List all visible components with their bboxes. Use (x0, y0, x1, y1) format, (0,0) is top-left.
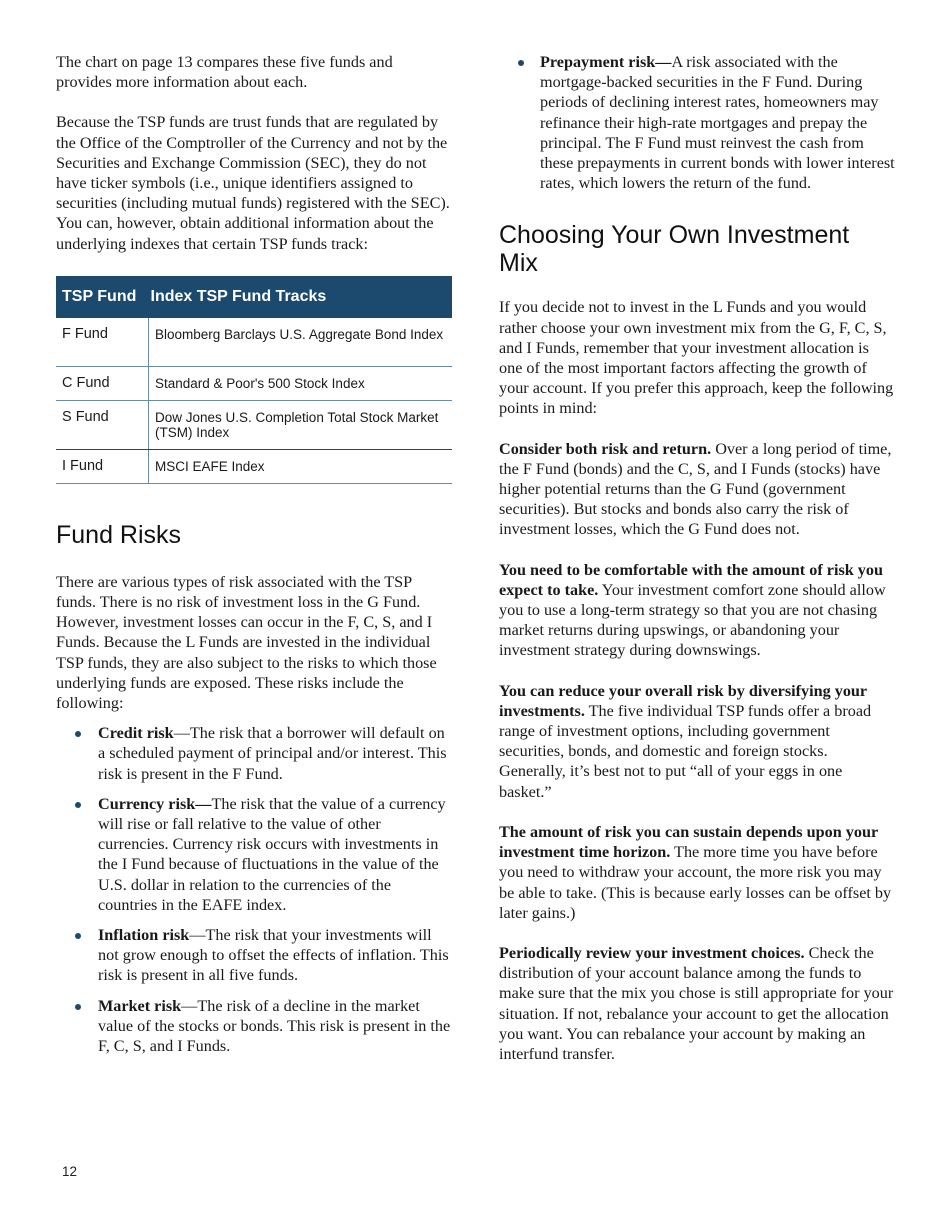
risk-term: Market risk (98, 996, 182, 1015)
fund-risks-paragraph: There are various types of risk associated with the TSP funds. There is no risk of investment loss in the G Fund. However, investment losses can occur in the F, C, S, and I Funds. Because the L Funds are invested in the individual TSP funds, they are also subject to the risks to which those underlying funds are exposed. These risks include the following: (56, 572, 437, 713)
bullet-icon (75, 731, 81, 737)
risk-term: Currency risk— (98, 794, 212, 813)
table-cell-index: Standard & Poor's 500 Stock Index (149, 366, 453, 400)
table-header-fund: TSP Fund (56, 276, 149, 318)
point-lead: The amount of risk you can sustain depends upon your investment time horizon. (499, 822, 878, 862)
list-item (56, 794, 452, 915)
risk-text: —The risk that a borrower will default on a scheduled payment of principal and/or interest. This risk is present in the F Fund. (98, 724, 447, 783)
point-lead: Consider both risk and return. (499, 439, 712, 458)
investment-mix-intro: If you decide not to invest in the L Funds and you would rather choose your own investment mix from the G, F, C, S, and I Funds, remember that your investment allocation is one of the most important factors affecting the growth of your account. If you prefer this approach, keep the following points in mind: (499, 298, 894, 418)
point-lead: You need to be comfortable with the amount of risk you expect to take. (499, 560, 883, 599)
page-number: 12 (62, 1164, 78, 1179)
bullet-icon (518, 60, 524, 66)
point-text: The more time you have before you need to withdraw your account, the more risk you may be able to take. (This is because early losses can be offset by later gains.) (499, 843, 892, 922)
point-text: Your investment comfort zone should allow you to use a long-term strategy so that you are not chasing market returns during upswings, or abandoning your investment strategy during downswings. (499, 580, 886, 660)
risk-list (56, 723, 452, 1056)
risk-text: A risk associated with the mortgage-backed securities in the F Fund. During periods of declining interest rates, homeowners may refinance their high-rate mortgages and prepay the principal. The F Fund must reinvest the cash from these prepayments in current bonds with lower interest rates, which lowers the return of the fund. (540, 53, 895, 193)
risk-term: Credit risk (98, 724, 174, 743)
point-text: Check the distribution of your account balance among the funds to make sure that the mix you chose is still appropriate for your situation. If not, rebalance your account to get the allocation you want. You can rebalance your account by making an interfund transfer. (499, 943, 894, 1063)
bullet-icon (75, 802, 81, 808)
table-cell-fund: I Fund (56, 449, 149, 483)
table-cell-fund: F Fund (56, 318, 149, 367)
risk-term: Prepayment risk— (540, 53, 672, 71)
left-column (56, 52, 452, 1066)
fund-risks-heading: Fund Risks (56, 520, 182, 549)
table-cell-fund: S Fund (56, 400, 149, 449)
risk-list-continued (499, 52, 895, 193)
right-column (499, 52, 895, 1084)
table-row (56, 400, 452, 449)
table-cell-fund: C Fund (56, 366, 149, 400)
point-text: The five individual TSP funds offer a broad range of investment options, including government securities, bonds, and domestic and foreign stocks. Generally, it’s best not to put “all of your eggs in one basket.” (499, 701, 872, 801)
table-cell-index: Bloomberg Barclays U.S. Aggregate Bond Index (149, 318, 453, 367)
point-paragraph (499, 681, 895, 802)
risk-term: Inflation risk (98, 926, 190, 945)
intro-paragraph-2: Because the TSP funds are trust funds that are regulated by the Office of the Comptroller of the Currency and not by the Securities and Exchange Commission (SEC), they do not have ticker symbols (i.e., unique identifiers assigned to securities (including mutual funds) registered with the SEC). You can, however, obtain additional information about the underlying indexes that certain TSP funds track: (56, 113, 450, 253)
intro-paragraph-1: The chart on page 13 compares these five funds and provides more information about each. (56, 53, 393, 92)
table-cell-index: MSCI EAFE Index (149, 449, 453, 483)
point-paragraph (499, 822, 895, 923)
list-item (56, 996, 452, 1057)
table-header-index: Index TSP Fund Tracks (149, 276, 453, 318)
point-text: Over a long period of time, the F Fund (bonds) and the C, S, and I Funds (stocks) have higher potential returns than the G Fund (government securities). But stocks and bonds also carry the risk of investment losses, which the G Fund does not. (499, 439, 892, 539)
point-lead: Periodically review your investment choices. (499, 943, 805, 962)
investment-mix-heading (499, 221, 895, 277)
risk-text: —The risk of a decline in the market value of the stocks or bonds. This risk is present in the F, C, S, and I Funds. (98, 996, 451, 1056)
table-header-row (56, 276, 452, 318)
table-row (56, 318, 452, 367)
list-item (56, 723, 452, 784)
risk-text: —The risk that your investments will not grow enough to offset the effects of inflation. This risk is present in all five funds. (98, 926, 449, 985)
point-lead: You can reduce your overall risk by diversifying your investments. (499, 681, 867, 720)
fund-index-table (56, 276, 452, 484)
point-paragraph (499, 439, 895, 540)
table-cell-index: Dow Jones U.S. Completion Total Stock Market (TSM) Index (149, 400, 453, 449)
table-row (56, 366, 452, 400)
table-row (56, 449, 452, 483)
bullet-icon (75, 933, 81, 939)
bullet-icon (75, 1004, 81, 1010)
investment-mix-heading-text: Choosing Your Own Investment Mix (499, 221, 850, 278)
point-paragraph (499, 560, 895, 661)
point-paragraph (499, 943, 895, 1064)
list-item (56, 925, 452, 986)
list-item (499, 52, 895, 193)
risk-text: The risk that the value of a currency will rise or fall relative to the value of other currencies. Currency risk occurs with investments in the I Fund because of fluctuations in the value of the U.S. dollar in relation to the currencies of the countries in the EAFE index. (98, 794, 446, 914)
